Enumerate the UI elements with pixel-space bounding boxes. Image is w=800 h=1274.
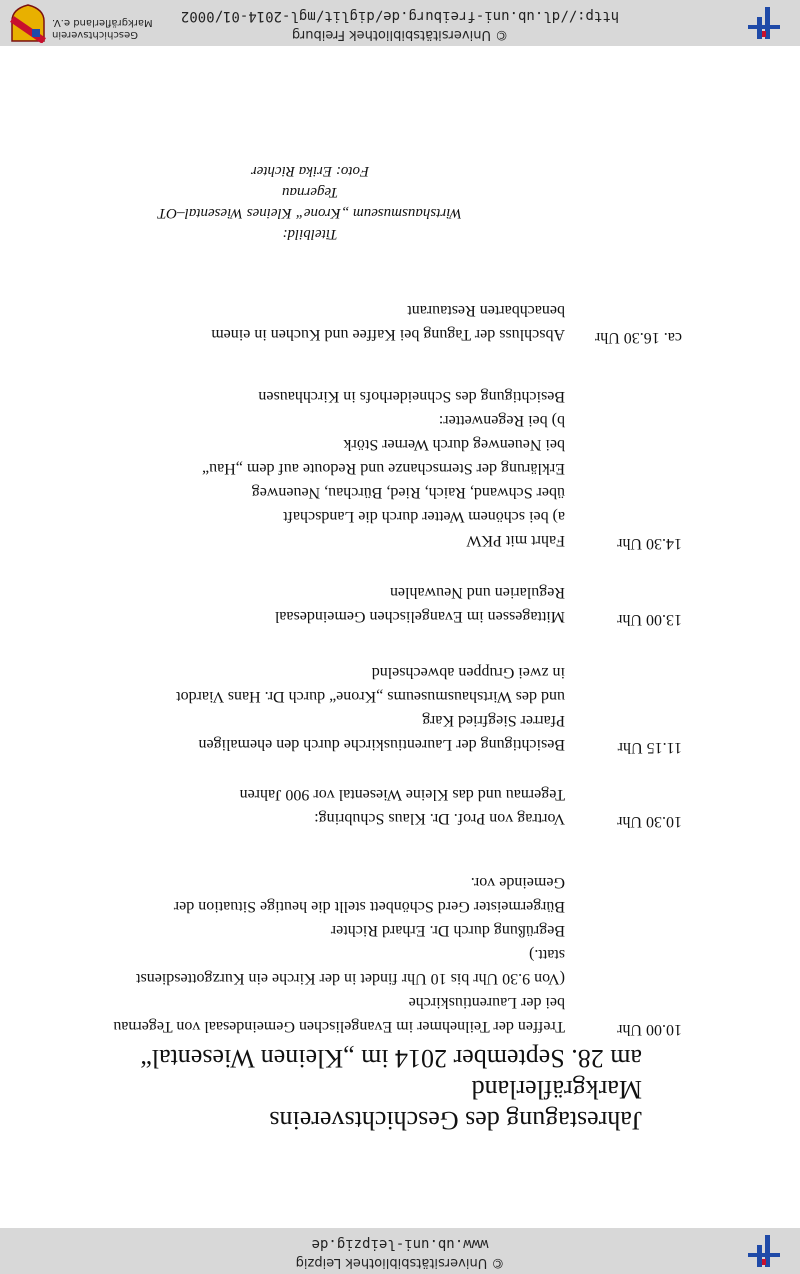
- schedule-time: 13.00 Uhr: [617, 611, 682, 628]
- schedule-description: [75, 870, 565, 1038]
- heading-line1: Jahrestagung des Geschichtsvereins Markgräflerland: [269, 1075, 642, 1135]
- schedule-time: 11.15 Uhr: [617, 739, 682, 756]
- schedule-line: statt.): [529, 946, 565, 963]
- heading-line2: am 28. September 2014 im „Kleinen Wiesental“: [140, 1044, 642, 1073]
- schedule-time: 14.30 Uhr: [617, 535, 682, 552]
- schedule-line: Fahrt mit PKW: [466, 532, 565, 549]
- schedule-line: Bürgermeister Gerd Schönbett stellt die heutige Situation der: [173, 898, 565, 915]
- schedule-line: bei Neuenweg durch Werner Störk: [343, 436, 565, 453]
- society-name: [52, 16, 153, 40]
- bottom-url-link[interactable]: http://dl.ub.uni-freiburg.de/diglit/mgl-2014-01/0002: [180, 8, 620, 24]
- schedule-line: bei der Laurentiuskirche: [408, 994, 565, 1011]
- schedule-time: 10.00 Uhr: [617, 1021, 682, 1038]
- schedule-line: Regularien und Neuwahlen: [389, 584, 565, 601]
- schedule-line: Besichtigung der Laurentiuskirche durch den ehemaligen: [198, 736, 565, 753]
- schedule-time: 10.30 Uhr: [617, 813, 682, 830]
- schedule-line: a) bei schönem Wetter durch die Landschaft: [283, 508, 565, 525]
- schedule-line: Treffen der Teilnehmer im Evangelischen Gemeindesaal von Tegernau: [113, 1018, 565, 1035]
- bottom-credit-text: © Universitätsbibliothek Freiburg: [291, 27, 509, 42]
- schedule-line: Gemeinde vor.: [470, 874, 565, 891]
- schedule-line: (Von 9.30 Uhr bis 10 Uhr findet in der Kirche ein Kurzgottesdienst: [136, 970, 565, 987]
- coat-of-arms-icon: [10, 3, 46, 43]
- schedule-line: Erklärung der Sternschanze und Redoute auf dem „Hau“: [202, 460, 565, 477]
- title-image-label: Titelbild:: [282, 226, 338, 242]
- photo-credit: Foto: Erika Richter: [250, 163, 370, 179]
- schedule-line: Begrüßung durch Dr. Erhard Richter: [330, 922, 565, 939]
- schedule-description: [75, 580, 565, 628]
- schedule-line: Mittagessen im Evangelischen Gemeindesaal: [274, 608, 565, 625]
- schedule-line: und des Wirtshausmuseums „Krone“ durch Dr. Hans Viardot: [176, 688, 565, 705]
- schedule-line: benachbarten Restaurant: [407, 302, 565, 319]
- title-image-credit: [140, 160, 480, 244]
- schedule-description: [75, 298, 565, 346]
- schedule-line: Vortrag von Prof. Dr. Klaus Schubring:: [314, 810, 565, 827]
- schedule-line: über Schwand, Raich, Ried, Bürchau, Neuenweg: [251, 484, 565, 501]
- bottom-credit-strip: [0, 0, 800, 46]
- schedule-line: b) bei Regenwetter:: [438, 412, 565, 429]
- schedule-line: in zwei Gruppen abwechselnd: [371, 664, 565, 681]
- top-site-link[interactable]: www.ub.uni-leipzig.de: [311, 1236, 489, 1252]
- university-library-logo-icon: [744, 3, 784, 43]
- schedule-description: [75, 384, 565, 552]
- schedule-time: ca. 16.30 Uhr: [594, 329, 682, 346]
- top-credit-text: © Universitätsbibliothek Leipzig: [295, 1255, 505, 1270]
- society-name-line2: Markgräflerland e.V.: [52, 17, 153, 28]
- schedule-description: [75, 660, 565, 756]
- document-heading: [102, 1043, 642, 1136]
- society-name-line1: Geschichtsverein: [52, 29, 138, 40]
- library-logo-icon: [744, 1231, 784, 1271]
- top-credit-strip: [0, 1228, 800, 1274]
- schedule-line: Pfarrer Siegfried Karg: [422, 712, 565, 729]
- schedule-line: Besichtigung des Schneiderhofs in Kirchhausen: [258, 388, 565, 405]
- schedule-line: Tegernau und das Kleine Wiesental vor 900 Jahren: [239, 786, 565, 803]
- schedule-description: [75, 782, 565, 830]
- title-image-caption: Wirtshausmuseum „Krone“ Kleines Wiesental–OT Tegernau: [157, 184, 463, 221]
- schedule-line: Abschluss der Tagung bei Kaffee und Kuchen in einem: [211, 326, 565, 343]
